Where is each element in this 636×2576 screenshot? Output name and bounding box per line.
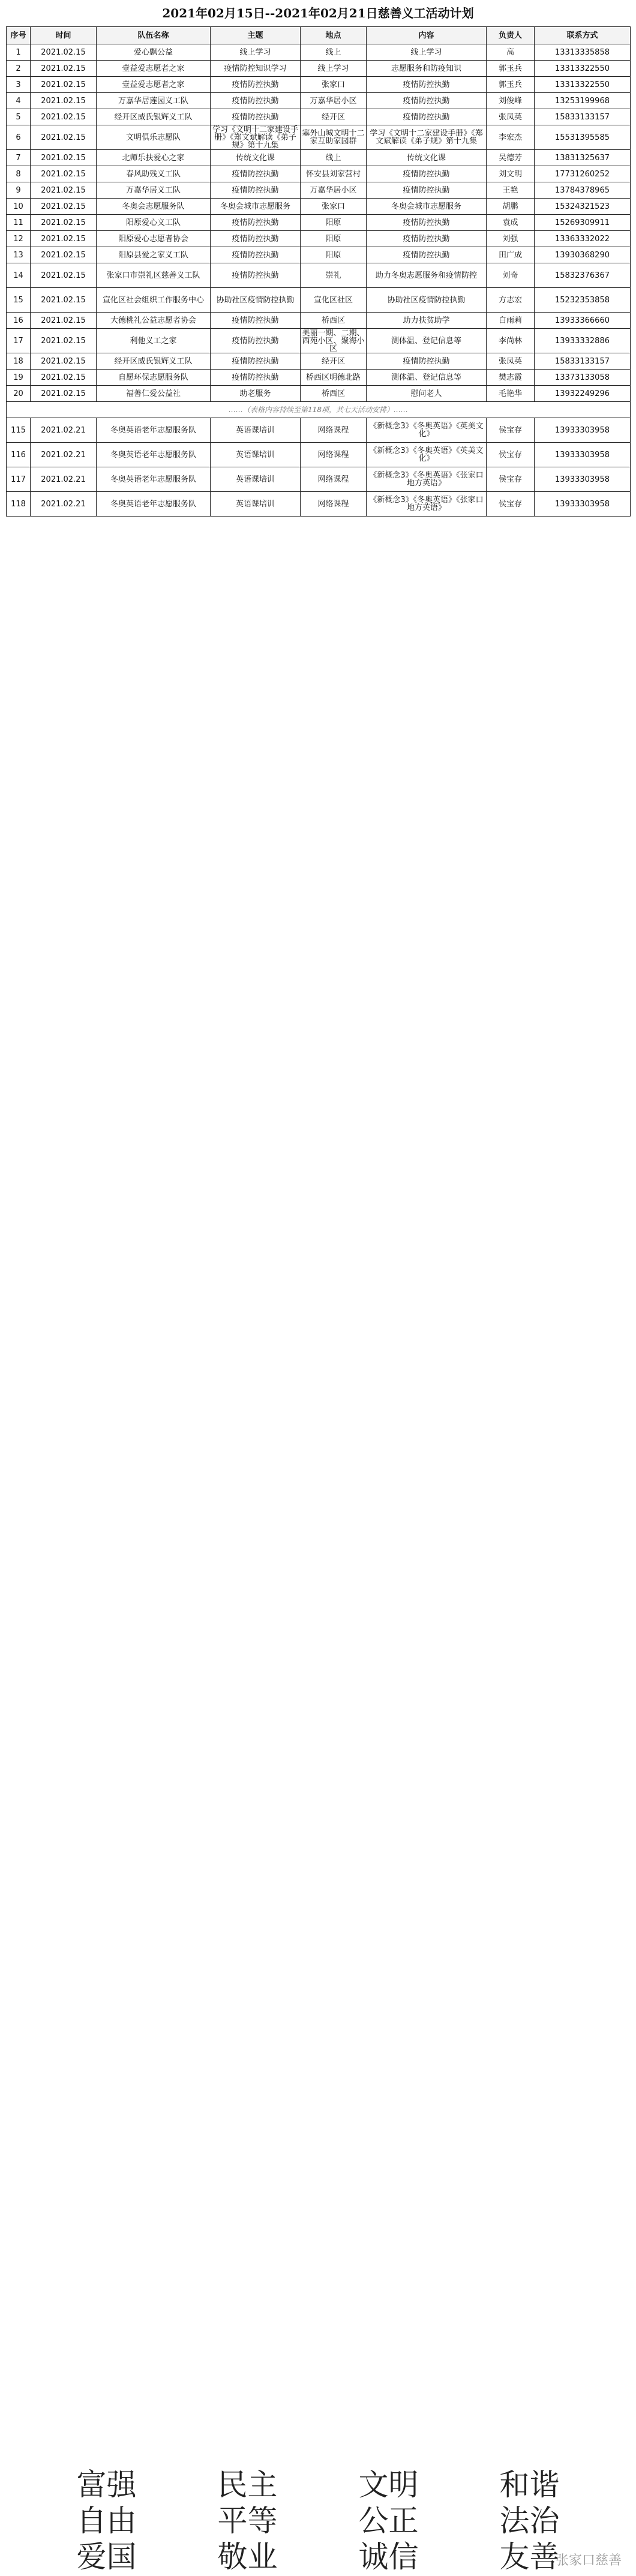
- row-phone: 17731260252: [535, 166, 631, 182]
- row-date: 2021.02.15: [31, 386, 97, 402]
- row-date: 2021.02.15: [31, 93, 97, 109]
- row-content: 助力冬奥志愿服务和疫情防控: [367, 263, 487, 288]
- row-team: 文明俱乐志愿队: [97, 125, 211, 150]
- table-row: [7, 247, 631, 263]
- row-phone: 13831325637: [535, 150, 631, 166]
- row-number: 16: [7, 313, 31, 329]
- row-number: 5: [7, 109, 31, 125]
- row-date: 2021.02.15: [31, 288, 97, 313]
- row-phone: 15833133157: [535, 353, 631, 370]
- row-date: 2021.02.15: [31, 353, 97, 370]
- table-row: [7, 77, 631, 93]
- row-place: 万嘉华居小区: [301, 182, 367, 199]
- row-date: 2021.02.15: [31, 77, 97, 93]
- page-title: 2021年02月15日--2021年02月21日慈善义工活动计划: [162, 6, 474, 20]
- row-leader: 刘奇: [487, 263, 535, 288]
- row-theme: 英语课培训: [211, 418, 301, 443]
- row-theme: 疫情防控执勤: [211, 215, 301, 231]
- row-team: 阳原爱心义工队: [97, 215, 211, 231]
- row-place: 塞外山城文明十二家互助家园群: [301, 125, 367, 150]
- row-number: 116: [7, 443, 31, 467]
- core-values-row: [0, 2504, 636, 2540]
- row-theme: 疫情防控执勤: [211, 93, 301, 109]
- core-values-footer: [0, 2468, 636, 2576]
- row-phone: 13784378965: [535, 182, 631, 199]
- row-leader: 侯宝存: [487, 418, 535, 443]
- row-content: 疫情防控执勤: [367, 93, 487, 109]
- row-theme: 学习《文明十二家建设手册》《郑文斌解读《弟子规》第十九集: [211, 125, 301, 150]
- row-number: 4: [7, 93, 31, 109]
- row-place: 网络课程: [301, 418, 367, 443]
- column-header: 序号: [7, 27, 31, 44]
- row-place: 阳原: [301, 231, 367, 247]
- row-place: 经开区: [301, 109, 367, 125]
- row-phone: 13933303958: [535, 492, 631, 517]
- row-team: 冬奥英语老年志愿服务队: [97, 492, 211, 517]
- row-content: 协助社区疫情防控执勤: [367, 288, 487, 313]
- row-date: 2021.02.15: [31, 370, 97, 386]
- row-leader: 樊志霞: [487, 370, 535, 386]
- row-theme: 英语课培训: [211, 492, 301, 517]
- table-row: [7, 467, 631, 492]
- row-date: 2021.02.15: [31, 44, 97, 61]
- row-theme: 线上学习: [211, 44, 301, 61]
- row-content: 疫情防控执勤: [367, 109, 487, 125]
- row-date: 2021.02.15: [31, 150, 97, 166]
- row-date: 2021.02.15: [31, 231, 97, 247]
- row-theme: 英语课培训: [211, 467, 301, 492]
- row-team: 万嘉华居义工队: [97, 182, 211, 199]
- row-date: 2021.02.15: [31, 61, 97, 77]
- row-place: 网络课程: [301, 443, 367, 467]
- row-place: 阳原: [301, 247, 367, 263]
- row-content: 线上学习: [367, 44, 487, 61]
- row-phone: 13933303958: [535, 467, 631, 492]
- row-content: 疫情防控执勤: [367, 77, 487, 93]
- core-values-row: [0, 2468, 636, 2504]
- table-row: [7, 492, 631, 517]
- row-theme: 疫情防控执勤: [211, 247, 301, 263]
- row-place: 怀安县刘家营村: [301, 166, 367, 182]
- table-row: [7, 61, 631, 77]
- row-place: 桥西区: [301, 386, 367, 402]
- row-leader: 刘俊峰: [487, 93, 535, 109]
- row-number: 11: [7, 215, 31, 231]
- row-date: 2021.02.15: [31, 329, 97, 353]
- row-content: 《新概念3》《冬奥英语》《英美文化》: [367, 443, 487, 467]
- row-number: 19: [7, 370, 31, 386]
- row-team: 冬奥英语老年志愿服务队: [97, 443, 211, 467]
- row-phone: 13932249296: [535, 386, 631, 402]
- column-header: 内容: [367, 27, 487, 44]
- row-theme: 疫情防控执勤: [211, 370, 301, 386]
- row-phone: 13363332022: [535, 231, 631, 247]
- row-team: 壹益爱志愿者之家: [97, 61, 211, 77]
- row-leader: 李尚林: [487, 329, 535, 353]
- row-leader: 袁成: [487, 215, 535, 231]
- row-date: 2021.02.15: [31, 109, 97, 125]
- schedule-table: [6, 26, 631, 517]
- row-phone: 15833133157: [535, 109, 631, 125]
- row-phone: 13253199968: [535, 93, 631, 109]
- row-content: 疫情防控执勤: [367, 182, 487, 199]
- row-content: 测体温、登记信息等: [367, 329, 487, 353]
- table-row: [7, 215, 631, 231]
- row-date: 2021.02.21: [31, 443, 97, 467]
- table-row: [7, 44, 631, 61]
- row-leader: 刘文明: [487, 166, 535, 182]
- row-phone: 13933366660: [535, 313, 631, 329]
- column-header: 负责人: [487, 27, 535, 44]
- core-value: 友善: [499, 2539, 560, 2574]
- row-team: 冬奥会志愿服务队: [97, 199, 211, 215]
- row-team: 北师乐扶爱心之家: [97, 150, 211, 166]
- row-phone: 13930368290: [535, 247, 631, 263]
- table-row: [7, 231, 631, 247]
- row-leader: 侯宝存: [487, 443, 535, 467]
- row-content: 志愿服务和防疫知识: [367, 61, 487, 77]
- row-leader: 张凤英: [487, 353, 535, 370]
- row-phone: 13313322550: [535, 77, 631, 93]
- row-leader: 李宏杰: [487, 125, 535, 150]
- table-row: [7, 443, 631, 467]
- row-leader: 胡鹏: [487, 199, 535, 215]
- core-value: 和谐: [499, 2467, 560, 2502]
- row-team: 大德桃礼公益志愿者协会: [97, 313, 211, 329]
- row-number: 118: [7, 492, 31, 517]
- table-row: [7, 353, 631, 370]
- row-theme: 疫情防控执勤: [211, 353, 301, 370]
- row-phone: 15269309911: [535, 215, 631, 231]
- row-theme: 传统文化课: [211, 150, 301, 166]
- row-number: 10: [7, 199, 31, 215]
- row-content: 《新概念3》《冬奥英语》《张家口地方英语》: [367, 492, 487, 517]
- row-place: 张家口: [301, 199, 367, 215]
- row-phone: 13933303958: [535, 418, 631, 443]
- row-theme: 疫情防控执勤: [211, 313, 301, 329]
- row-number: 15: [7, 288, 31, 313]
- watermark-logo: 张家口慈善: [555, 2553, 622, 2568]
- core-value: 爱国: [76, 2539, 137, 2574]
- row-leader: 高: [487, 44, 535, 61]
- row-date: 2021.02.15: [31, 263, 97, 288]
- row-leader: 郭玉兵: [487, 77, 535, 93]
- column-header: 主题: [211, 27, 301, 44]
- row-theme: 冬奥会城市志愿服务: [211, 199, 301, 215]
- row-team: 福善仁爱公益社: [97, 386, 211, 402]
- row-theme: 疫情防控执勤: [211, 109, 301, 125]
- row-leader: 吴德芳: [487, 150, 535, 166]
- row-number: 117: [7, 467, 31, 492]
- row-date: 2021.02.15: [31, 166, 97, 182]
- row-date: 2021.02.15: [31, 313, 97, 329]
- row-content: 疫情防控执勤: [367, 247, 487, 263]
- row-content: 测体温、登记信息等: [367, 370, 487, 386]
- row-theme: 疫情防控执勤: [211, 329, 301, 353]
- row-content: 疫情防控执勤: [367, 166, 487, 182]
- row-place: 线上学习: [301, 61, 367, 77]
- row-date: 2021.02.15: [31, 125, 97, 150]
- row-number: 7: [7, 150, 31, 166]
- row-leader: 白雨莉: [487, 313, 535, 329]
- row-leader: 王艳: [487, 182, 535, 199]
- table-body: [7, 44, 631, 517]
- table-row: [7, 263, 631, 288]
- row-place: 网络课程: [301, 492, 367, 517]
- row-place: 张家口: [301, 77, 367, 93]
- row-leader: 侯宝存: [487, 492, 535, 517]
- table-row: [7, 329, 631, 353]
- row-date: 2021.02.15: [31, 247, 97, 263]
- table-row: [7, 93, 631, 109]
- row-phone: 13933303958: [535, 443, 631, 467]
- row-phone: 13933332886: [535, 329, 631, 353]
- row-number: 2: [7, 61, 31, 77]
- row-content: 冬奥会城市志愿服务: [367, 199, 487, 215]
- row-place: 桥西区明德北路: [301, 370, 367, 386]
- core-value: 敬业: [217, 2539, 278, 2574]
- row-leader: 郭玉兵: [487, 61, 535, 77]
- row-content: 学习《文明十二家建设手册》《郑文斌解读《弟子规》第十九集: [367, 125, 487, 150]
- row-leader: 刘强: [487, 231, 535, 247]
- row-number: 12: [7, 231, 31, 247]
- row-team: 经开区威氏银辉义工队: [97, 109, 211, 125]
- row-number: 14: [7, 263, 31, 288]
- row-content: 疫情防控执勤: [367, 231, 487, 247]
- core-value: 平等: [217, 2503, 278, 2538]
- row-team: 阳原爱心志愿者协会: [97, 231, 211, 247]
- row-theme: 疫情防控执勤: [211, 263, 301, 288]
- table-row: [7, 370, 631, 386]
- core-value: 法治: [499, 2503, 560, 2538]
- row-phone: 13373133058: [535, 370, 631, 386]
- table-row: [7, 125, 631, 150]
- row-phone: 15232353858: [535, 288, 631, 313]
- row-number: 18: [7, 353, 31, 370]
- row-content: 疫情防控执勤: [367, 215, 487, 231]
- column-header: 队伍名称: [97, 27, 211, 44]
- row-theme: 疫情防控执勤: [211, 231, 301, 247]
- table-row: [7, 150, 631, 166]
- row-date: 2021.02.21: [31, 418, 97, 443]
- row-team: 经开区威氏银辉义工队: [97, 353, 211, 370]
- table-header-row: [7, 27, 631, 44]
- row-number: 8: [7, 166, 31, 182]
- column-header: 时间: [31, 27, 97, 44]
- table-row: [7, 288, 631, 313]
- row-phone: 15531395585: [535, 125, 631, 150]
- table-row: [7, 418, 631, 443]
- column-header: 地点: [301, 27, 367, 44]
- table-row: [7, 386, 631, 402]
- core-value: 民主: [217, 2467, 278, 2502]
- row-place: 网络课程: [301, 467, 367, 492]
- row-theme: 疫情防控知识学习: [211, 61, 301, 77]
- row-team: 冬奥英语老年志愿服务队: [97, 418, 211, 443]
- row-place: 美丽一期、二期、西苑小区、聚海小区: [301, 329, 367, 353]
- row-phone: 15324321523: [535, 199, 631, 215]
- row-date: 2021.02.15: [31, 199, 97, 215]
- row-number: 3: [7, 77, 31, 93]
- row-team: 万嘉华居莲园义工队: [97, 93, 211, 109]
- row-team: 自愿环保志愿服务队: [97, 370, 211, 386]
- row-team: 宣化区社会组织工作服务中心: [97, 288, 211, 313]
- table-row: [7, 182, 631, 199]
- table-row: [7, 313, 631, 329]
- table-row: [7, 109, 631, 125]
- row-content: 传统文化课: [367, 150, 487, 166]
- row-phone: 13313322550: [535, 61, 631, 77]
- row-leader: 毛艳华: [487, 386, 535, 402]
- table-gap-row: [7, 402, 631, 418]
- row-number: 13: [7, 247, 31, 263]
- row-leader: 田广成: [487, 247, 535, 263]
- row-place: 桥西区: [301, 313, 367, 329]
- core-value: 文明: [358, 2467, 419, 2502]
- row-number: 115: [7, 418, 31, 443]
- row-content: 《新概念3》《冬奥英语》《张家口地方英语》: [367, 467, 487, 492]
- row-theme: 助老服务: [211, 386, 301, 402]
- row-content: 助力扶贫助学: [367, 313, 487, 329]
- core-value: 诚信: [358, 2539, 419, 2574]
- row-theme: 疫情防控执勤: [211, 182, 301, 199]
- core-values-row: [0, 2540, 636, 2576]
- row-place: 阳原: [301, 215, 367, 231]
- column-header: 联系方式: [535, 27, 631, 44]
- row-theme: 疫情防控执勤: [211, 77, 301, 93]
- row-place: 线上: [301, 44, 367, 61]
- row-place: 经开区: [301, 353, 367, 370]
- row-leader: 张凤英: [487, 109, 535, 125]
- row-theme: 协助社区疫情防控执勤: [211, 288, 301, 313]
- core-value: 公正: [358, 2503, 419, 2538]
- row-number: 9: [7, 182, 31, 199]
- row-leader: 方志宏: [487, 288, 535, 313]
- row-date: 2021.02.21: [31, 467, 97, 492]
- row-number: 20: [7, 386, 31, 402]
- core-value: 富强: [76, 2467, 137, 2502]
- row-team: 壹益爱志愿者之家: [97, 77, 211, 93]
- row-leader: 侯宝存: [487, 467, 535, 492]
- row-team: 春风助残义工队: [97, 166, 211, 182]
- row-content: 疫情防控执勤: [367, 353, 487, 370]
- row-place: 万嘉华居小区: [301, 93, 367, 109]
- row-theme: 英语课培训: [211, 443, 301, 467]
- row-phone: 15832376367: [535, 263, 631, 288]
- table-row: [7, 166, 631, 182]
- row-date: 2021.02.15: [31, 215, 97, 231]
- row-number: 1: [7, 44, 31, 61]
- row-team: 冬奥英语老年志愿服务队: [97, 467, 211, 492]
- table-row: [7, 199, 631, 215]
- row-date: 2021.02.15: [31, 182, 97, 199]
- row-team: 阳原县爱之家义工队: [97, 247, 211, 263]
- row-date: 2021.02.21: [31, 492, 97, 517]
- row-number: 6: [7, 125, 31, 150]
- row-team: 张家口市崇礼区慈善义工队: [97, 263, 211, 288]
- row-theme: 疫情防控执勤: [211, 166, 301, 182]
- row-content: 慰问老人: [367, 386, 487, 402]
- row-place: 宣化区社区: [301, 288, 367, 313]
- row-team: 爱心飘公益: [97, 44, 211, 61]
- row-place: 崇礼: [301, 263, 367, 288]
- row-phone: 13313335858: [535, 44, 631, 61]
- row-content: 《新概念3》《冬奥英语》《英美文化》: [367, 418, 487, 443]
- row-place: 线上: [301, 150, 367, 166]
- row-team: 利他义工之家: [97, 329, 211, 353]
- table-gap-note: ……（表格内容持续至第118项，共七天活动安排）……: [7, 402, 631, 418]
- core-value: 自由: [76, 2503, 137, 2538]
- row-number: 17: [7, 329, 31, 353]
